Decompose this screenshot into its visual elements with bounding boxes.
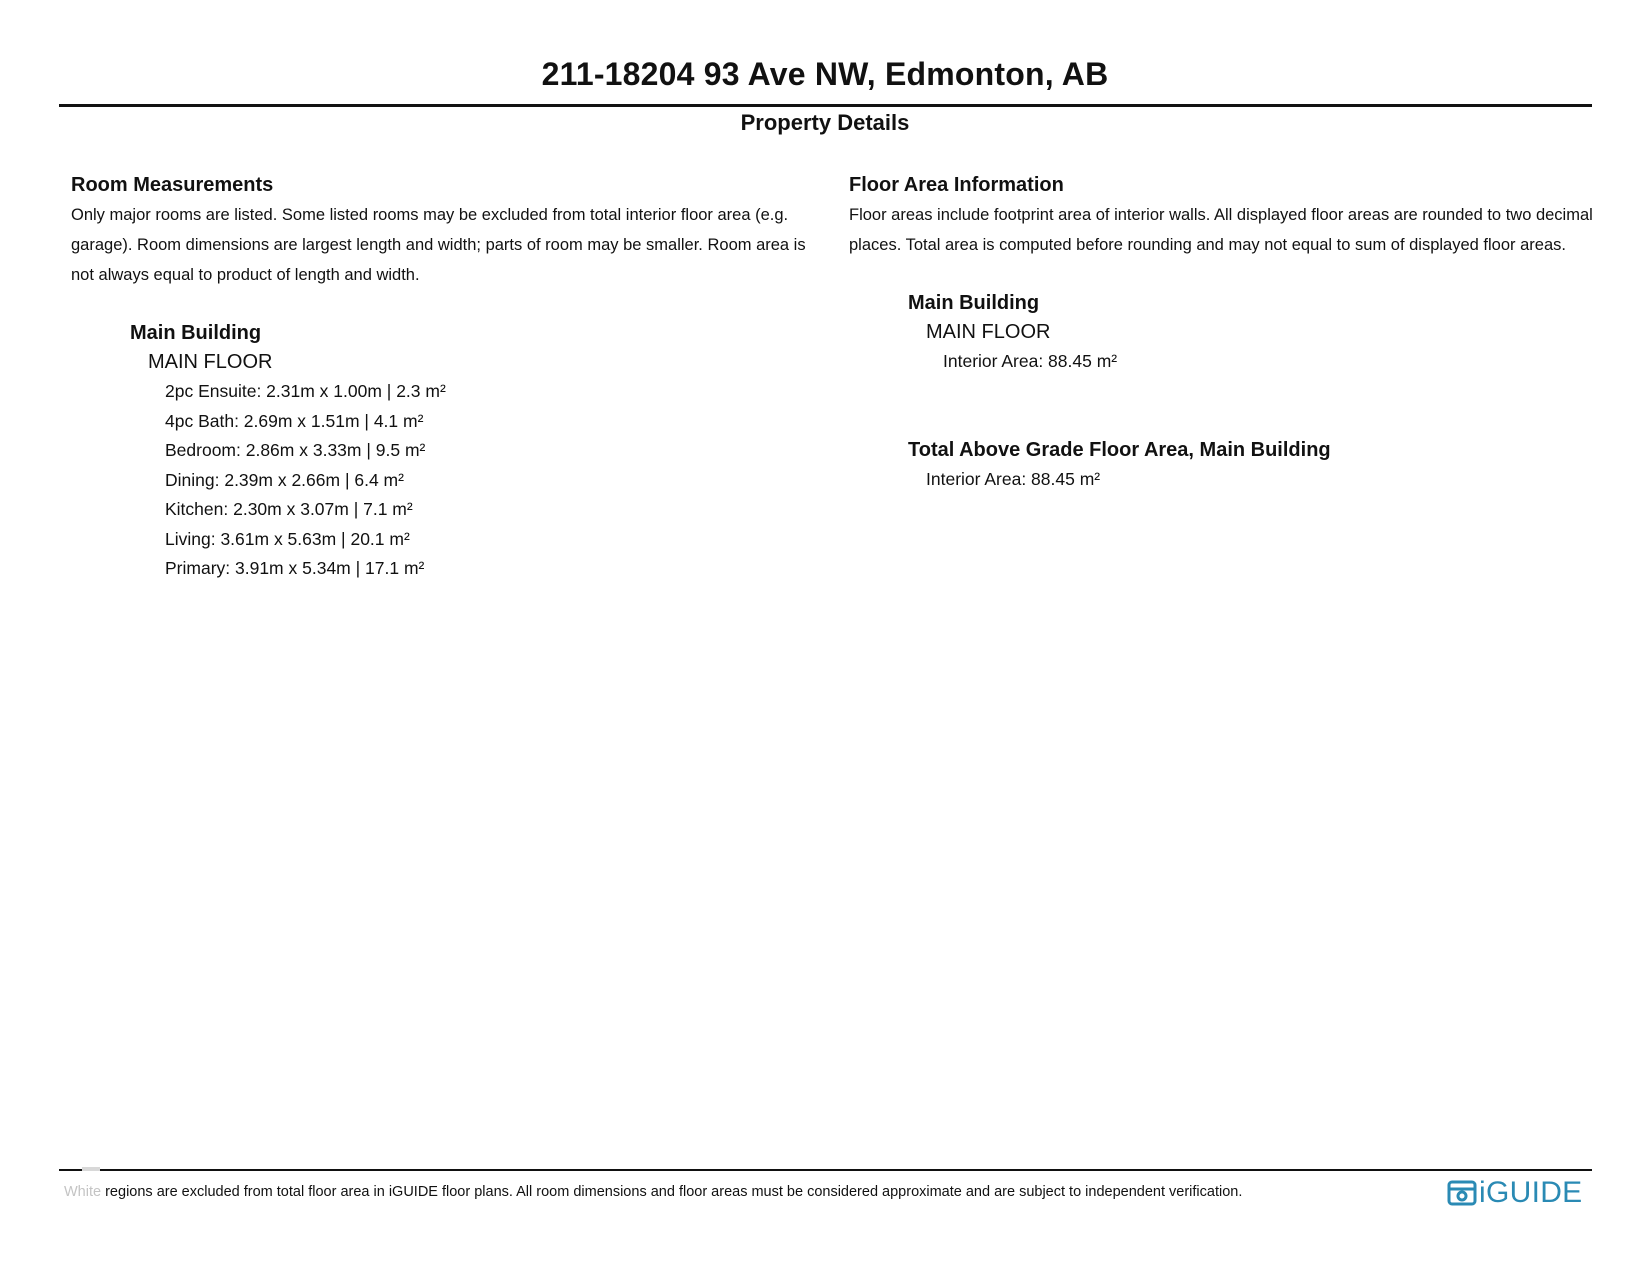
camera-icon: [1447, 1178, 1477, 1208]
logo-wordmark: iGUIDE: [1479, 1176, 1583, 1209]
room-building-block: [130, 318, 811, 584]
area-building-block: [908, 288, 1609, 377]
room-measurements-description: Only major rooms are listed. Some listed rooms may be excluded from total interior floor area (e.g. garage). Room dimensions are largest length and width; parts of room may be smaller. Room area is not always equal to product of length and width.: [71, 206, 806, 284]
total-area-block: [908, 435, 1609, 495]
footer-divider: [59, 1169, 1592, 1171]
area-building-heading: Main Building: [908, 292, 1040, 314]
floor-interior-area: Interior Area: 88.45 m²: [943, 351, 1118, 371]
area-floor-heading: MAIN FLOOR: [926, 321, 1051, 343]
disclaimer-faded-word: White: [64, 1184, 102, 1200]
floor-area-section: [849, 170, 1609, 494]
room-measurements-heading: Room Measurements: [71, 174, 274, 196]
room-measurements-section: [71, 170, 811, 584]
room-item-4pc-bath: 4pc Bath: 2.69m x 1.51m | 4.1 m²: [165, 410, 424, 431]
page-subtitle: Property Details: [740, 110, 910, 135]
room-building-heading: Main Building: [130, 322, 262, 344]
room-list: [165, 377, 811, 584]
floor-area-heading: Floor Area Information: [849, 174, 1064, 196]
room-item-primary: Primary: 3.91m x 5.34m | 17.1 m²: [165, 558, 425, 578]
total-area-heading: Total Above Grade Floor Area, Main Building: [908, 438, 1331, 461]
floor-area-description: Floor areas include footprint area of interior walls. All displayed floor areas are rounded to two decimal places. Total area is computed before rounding and may not equal to sum of displayed floor areas.: [849, 206, 1593, 254]
room-item-bedroom: Bedroom: 2.86m x 3.33m | 9.5 m²: [165, 440, 426, 460]
room-item-2pc-ensuite: 2pc Ensuite: 2.31m x 1.00m | 2.3 m²: [165, 381, 446, 401]
footer-divider-mark: [82, 1167, 100, 1171]
page-title: 211-18204 93 Ave NW, Edmonton, AB: [541, 56, 1109, 92]
iguide-logo: [1447, 1176, 1582, 1210]
room-item-living: Living: 3.61m x 5.63m | 20.1 m²: [165, 528, 410, 549]
room-item-dining: Dining: 2.39m x 2.66m | 6.4 m²: [165, 469, 404, 490]
room-floor-heading: MAIN FLOOR: [148, 351, 273, 373]
room-item-kitchen: Kitchen: 2.30m x 3.07m | 7.1 m²: [165, 499, 413, 519]
footer-disclaimer: [64, 1183, 1242, 1201]
disclaimer-text: regions are excluded from total floor area in iGUIDE floor plans. All room dimensions and floor areas must be considered approximate and are subject to independent verification.: [101, 1184, 1243, 1200]
title-divider: [59, 104, 1592, 107]
total-interior-area: Interior Area: 88.45 m²: [926, 468, 1101, 489]
